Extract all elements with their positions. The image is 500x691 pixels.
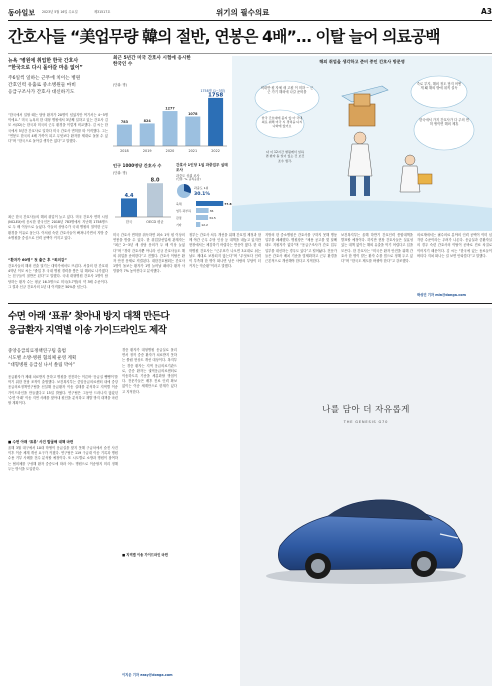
illustration-bubble: 비대면·원 자체 새 고원 이 미하 ~ 근근 가기 해외에 나갈 준비를	[260, 86, 314, 95]
pie-value: 30.1%	[194, 192, 210, 197]
bar	[163, 111, 178, 146]
category-label: 업무 과부하	[176, 209, 191, 213]
data-label: 12.2	[201, 223, 208, 227]
second-body-2: 올해 3월 대구에서 10대 학생이 응급실을 찾지 못해 구급차에서 숨진 사건 이후 이송 체계 개선 요구가 커졌다. 연구팀은 119 구급대 이송 기록과 병원 수용 거부 사례를 전수 분석할 예정이다. 또 시도별로 소방과 병원이 참여하는 협의체를 구성해 환자 중증도에 따라 어느 병원으로 이송할지 미리 정해 두는 방식을 도입한다.	[8, 446, 118, 471]
ad-tagline: 나를 담아 더 자유롭게	[322, 405, 410, 415]
column-head	[8, 258, 108, 263]
body-column: 지방의 한 중소병원은 간호사를 구하지 못해 병동 일부를 폐쇄했다. 병원장은 “채용 공고를 몇 달째 내도 지원자가 없다”며 “응급구조사가 간호 업무 일부를 대신하는 경우도 있다”고 털어놨다. 전문가들은 간호사 배치 기준을 법제화하고 근무 환경을 근본적으로 개선해야 한다고 지적한다.	[265, 233, 337, 264]
category-label: 감정	[176, 216, 182, 220]
lead-deck	[8, 58, 108, 96]
chart-title: 간호사 1인당 1일 과중업무 실태조사	[176, 163, 228, 172]
deck-line: 뉴욕 ‘병원에 취업한 한국 간호사	[8, 58, 79, 64]
story-divider	[8, 303, 492, 304]
chart-box-per1000	[113, 163, 173, 229]
lead-body: “한국에서 일할 때는 담당 환자가 20명이 넘었지만 여기서는 4~5명이에요.” 미국 뉴욕의 한 대형 병원에서 3년째 일하고 있는 간호사 김모 씨(32)는 한국과 미국의 근무 환경을 이렇게 비교했다. 김 씨는 한국에서 5년간 간호사로 일하다 미국 간호사 면허를 따 이직했다. 그는 “연봉도 한국의 4배 가까이 되고 무엇보다 환자를 제대로 돌볼 수 있다”며 “한국으로 돌아갈 생각은 없다”고 말했다.	[8, 113, 108, 144]
bar	[140, 123, 155, 146]
body-column: 의료계에서는 필수의료 분야의 인력 공백이 이미 심각한 수준이라는 우려가 나온다. 응급실과 중환자실의 경우 숙련 간호사의 이탈이 곧바로 진료 차질로 이어지기 때문이다. 김 씨는 “한국에 있는 동료들이 버티다 지쳐 떠나는 걸 보면 안타깝다”고 말했다.	[417, 233, 492, 258]
chart-title: 최근 5년간 미국 간호사 시험에 응시한 한국인 수	[113, 56, 191, 67]
second-headline-2: 응급환자 지역별 이송 가이드라인도 제작	[8, 325, 167, 336]
headline-rule	[8, 53, 492, 54]
bar	[121, 198, 137, 217]
second-byline: 이지운 기자 easy@donga.com	[122, 673, 173, 677]
illustration	[232, 56, 492, 231]
dateline: 2023년 5월 16일 수요일	[42, 10, 78, 14]
data-label: 783	[120, 120, 128, 125]
tick-label: 한국	[125, 220, 133, 224]
data-label: 824	[143, 118, 151, 123]
chart-unit: (단위: 명)	[113, 83, 127, 87]
data-label: 1078	[188, 111, 198, 116]
tick-label: 2019	[142, 149, 152, 153]
second-subdeck	[8, 348, 118, 369]
bar	[208, 98, 223, 146]
pie-label: 과중도 1위	[194, 186, 209, 190]
data-label: 77.8	[224, 202, 232, 206]
page-number: A3	[480, 7, 492, 16]
illustration-bubble: 한국에서 가지 간호사가 다 주의 면허 생이면 해외 제휴	[419, 118, 469, 127]
illustration-bubble: 죽로 부지, 해외 정도 닿지 어떻게 돼 해외 밖에 취직 설득	[416, 82, 462, 91]
deck-line: “한국으로 다시 돌아갈 마음 없어”	[8, 65, 83, 71]
sub-deck-line: “대형병원 응급실 나서 쏠림 막아”	[8, 363, 75, 368]
body-column: 미국 간호사 면허를 취득하면 최소 1억 원 이상의 연봉을 받을 수 있다. 한 취업알선업체 관계자는 “최근 2~3년 새 상담 문의가 두 배 이상 늘었다”며 “경력 간호사뿐 아니라 신규 간호사들도 해외 취업을 준비한다”고 전했다. 간호사 이탈은 환자 안전 문제로 직결된다. 대한간호협회는 간호사 1명이 돌보는 환자가 1명 늘어날 때마다 환자 사망률이 7% 높아진다고 분석했다.	[113, 233, 185, 274]
genesis-ad	[240, 308, 492, 686]
bar	[196, 222, 200, 227]
chart-unit: (단위: 명)	[113, 171, 127, 175]
column-subhead: “환자가 60명” 첫 출근 후 “회의감”	[8, 258, 67, 262]
tick-label: 2022	[211, 149, 220, 153]
sub-deck-line: 간호인력 유출로 중소병원들 마비	[8, 82, 76, 88]
category-label: 육체	[176, 202, 182, 206]
tick-label: 2021	[188, 149, 198, 153]
masthead-rule	[8, 20, 492, 21]
illustration-bubble: 다 이 12시간 병원에서 일하면 환자 돌 일이 있는 건 보건 조수 생각.	[265, 150, 305, 163]
bar	[147, 183, 163, 217]
tick-label: 2018	[120, 149, 129, 153]
body-column: 보건복지부는 올해 하반기 간호인력 종합대책을 발표할 예정이다. 하지만 현장 간호사들은 실효성 있는 대책 없이는 해외 유출을 막기 어렵다고 입을 모은다. 한 간호사는 “미국은 환자 안전을 위해 간호사 한 명이 맡는 환자 수를 법으로 정해 두고 있다”며 “한국도 제도를 바꿔야 한다”고 강조했다.	[341, 233, 413, 264]
data-label: 34.5	[209, 216, 216, 220]
chart-sub: 과중도 상위 조사	[176, 174, 200, 178]
chart-title: 인구 1000명당 간호사 수	[113, 163, 162, 168]
lead-body-2: 최근 한국 간호사들의 해외 취업이 늘고 있다. 미국 간호사 면허 시험(NCLEX)에 응시한 한국인은 2018년 783명에서 지난해 1758명으로 두 배 이상으로 늘었다. 이들의 상당수가 국내 병원의 열악한 근무 환경을 이유로 꼽는다. 이처럼 숙련 간호사들이 빠져나가면서 지방 중소병원을 중심으로 인력 공백이 커지고 있다.	[8, 215, 108, 240]
data-label: 1277	[165, 106, 175, 111]
data-label: 36	[209, 209, 214, 213]
ad-model: THE GENESIS G70	[343, 420, 389, 424]
sub-deck-line: 응급구조사가 간호사 대신하기도	[8, 89, 75, 95]
byline: 박성민 기자 min@donga.com	[417, 293, 466, 297]
sub-deck-line: 중앙응급의료정책연구팀 출범	[8, 349, 66, 354]
data-label: 4.4	[124, 192, 134, 199]
bar-chart-applicants	[113, 88, 227, 156]
bar	[196, 201, 223, 206]
car-image	[240, 308, 492, 686]
bar-chart-per1000	[113, 175, 173, 227]
bar	[117, 125, 132, 146]
bar	[185, 116, 200, 146]
tick-label: OECD 평균	[146, 220, 164, 224]
body-column: 정부는 간호사 처우 개선을 위해 간호법 제정과 함께 야간 근무 수당 인상 등 대책을 내놓고 있지만 현장에서는 체감하기 어렵다는 반응이 많다. 한 대학병원 간호사는 “근무표가 나오면 3교대로 쉬는 날도 제대로 보장되지 않는다”며 “무엇보다 인력이 부족해 한 명이 떠나면 남은 사람의 부담이 더 커지는 악순환”이라고 말했다.	[189, 233, 261, 269]
chart-box-applicants	[113, 56, 227, 156]
bar	[196, 215, 208, 220]
annotation: 1758명 (1~3월)	[200, 89, 225, 93]
newspaper-logo: 동아일보	[8, 8, 36, 17]
bar	[196, 208, 209, 213]
main-headline: 간호사들 “美업무량 韓의 절반, 연봉은 4배”… 이탈 늘어 의료공백	[8, 27, 440, 46]
tick-label: 2020	[165, 149, 175, 153]
second-subhead-2: ■ 지역별 이송 가이드라인 마련	[122, 553, 168, 557]
second-headline-1: 수면 아래 ‘표류’ 찾아내 방지 대책 만든다	[8, 311, 170, 322]
category-label: 기타	[176, 223, 182, 227]
second-subhead: ■ 수면 아래 ‘표류’ 사건 발굴해 대책 마련	[8, 440, 74, 444]
data-label: 1758	[207, 92, 224, 99]
issue-number: 제31517호	[94, 10, 111, 14]
chart-unit: (단위: %, 중복응답)	[176, 177, 201, 181]
illustration-bubble: 한국 간호대에 붙지 않 아 국내 의료 위해 미국 시 경력을 다시 나와에 있어요	[261, 116, 303, 129]
illustration-title: 해외 취업을 생각하고 준비 중인 간호사 방문영	[319, 59, 405, 64]
section-name: 위기의 필수의료	[216, 8, 270, 17]
second-body: 응급환자가 제때 치료받지 못하고 병원을 전전하는 이른바 ‘응급실 뺑뺑이’를 막기 위한 전담 조직이 출범했다. 보건복지부는 중앙응급의료센터 내에 중앙응급의료정책연구팀을 신설해 응급환자 이송 실태를 분석하고 지역별 이송 가이드라인을 만들겠다고 15일 밝혔다. 연구팀은 그동안 드러나지 않았던 ‘수면 아래’ 이송 지연 사례를 찾아내 원인을 분석하고 재발 방지 대책을 마련할 계획이다.	[8, 375, 118, 406]
chart-box-workload	[176, 163, 230, 229]
second-body-3: 경증 환자가 대형병원 응급실로 몰리면서 정작 중증 환자가 치료받지 못하는 쏠림 현상도 개선 대상이다. 복지부는 경증 환자는 지역 응급의료기관으로, 중증 환자는 권역응급의료센터로 이송하도록 기준을 세분화할 방침이다. 전문가들은 배후 진료 인력 확보 없이는 이송 체계만으로 한계가 있다고 지적한다.	[122, 348, 177, 394]
masthead	[8, 8, 492, 18]
data-label: 8.0	[150, 177, 160, 184]
column-text: 간호사들의 해외 진출 열기는 대학가에서도 뜨겁다. 서울의 한 간호대 4학년 이모 씨는 “졸업 후 국내 병원 경력을 쌓은 뒤 해외로 나가겠다는 친구들이 절반은 된다”고 말했다. 국내 대형병원 간호사 1명이 담당하는 환자 수는 평균 16.3명으로 미국(5.7명)의 약 3배 수준이다. 그 결과 신규 간호사의 1년 내 이직률은 50%를 넘는다.	[8, 264, 108, 289]
sub-deck-line: 시도별 소방-병원 협의체 운영 계획	[8, 356, 77, 361]
sub-deck-line: 주6일씩 일하는 근무에 치이는 병원	[8, 76, 81, 81]
hbar-chart-workload	[176, 182, 230, 228]
